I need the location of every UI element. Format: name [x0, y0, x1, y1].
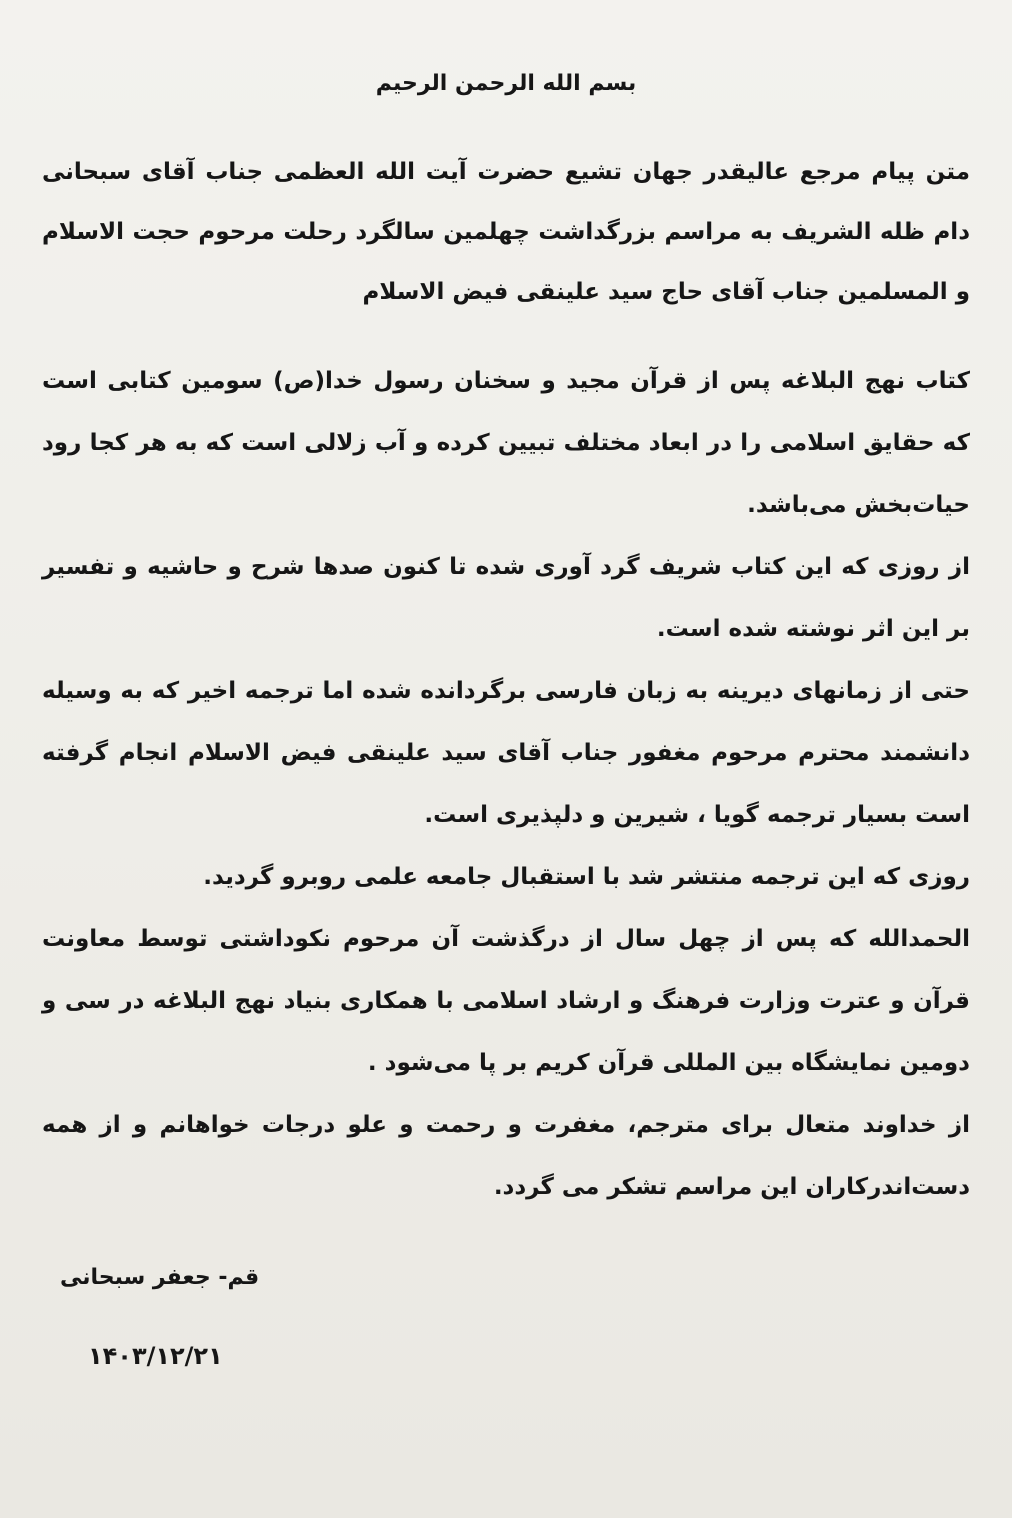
signature: قم- جعفر سبحانی — [60, 1265, 260, 1290]
letter-date: ۱۴۰۳/۱۲/۲۱ — [88, 1342, 223, 1370]
paragraph-3: حتی از زمانهای دیرینه به زبان فارسی برگردانده شده اما ترجمه اخیر که به وسیله دانشمند محترم مرحوم مغفور جناب آقای سید علینقی فیض الاسلام انجام گرفته است بسیار ترجمه گویا ، شیرین و دلپذیری است. — [42, 678, 970, 828]
paragraph-1: کتاب نهج البلاغه پس از قرآن مجید و سخنان رسول خدا(ص) سومین کتابی است که حقایق اسلامی را در ابعاد مختلف تبیین کرده و آب زلالی است که به هر کجا رود حیات‌بخش می‌باشد. — [42, 368, 970, 518]
paragraph-4: روزی که این ترجمه منتشر شد با استقبال جامعه علمی روبرو گردید. — [203, 864, 970, 890]
letter-body — [42, 142, 970, 1218]
paragraph-5: الحمدالله که پس از چهل سال از درگذشت آن مرحوم نکوداشتی توسط معاونت قرآن و عترت وزارت فرهنگ و ارشاد اسلامی با همکاری بنیاد نهج البلاغه در سی و دومین نمایشگاه بین المللی قرآن کریم بر پا می‌شود . — [42, 926, 970, 1076]
letter-heading: متن پیام مرجع عالیقدر جهان تشیع حضرت آیت الله العظمی جناب آقای سبحانی دام ظله الشریف به مراسم بزرگداشت چهلمین سالگرد رحلت مرحوم حجت الاسلام و المسلمین جناب آقای حاج سید علینقی فیض الاسلام — [42, 159, 970, 305]
paragraph-2: از روزی که این کتاب شریف گرد آوری شده تا کنون صدها شرح و حاشیه و تفسیر بر این اثر نوشته شده است. — [42, 554, 970, 642]
paragraph-6: از خداوند متعال برای مترجم، مغفرت و رحمت و علو درجات خواهانم و از همه دست‌اندرکاران این مراسم تشکر می گردد. — [42, 1112, 970, 1200]
basmala: بسم الله الرحمن الرحیم — [375, 71, 637, 96]
